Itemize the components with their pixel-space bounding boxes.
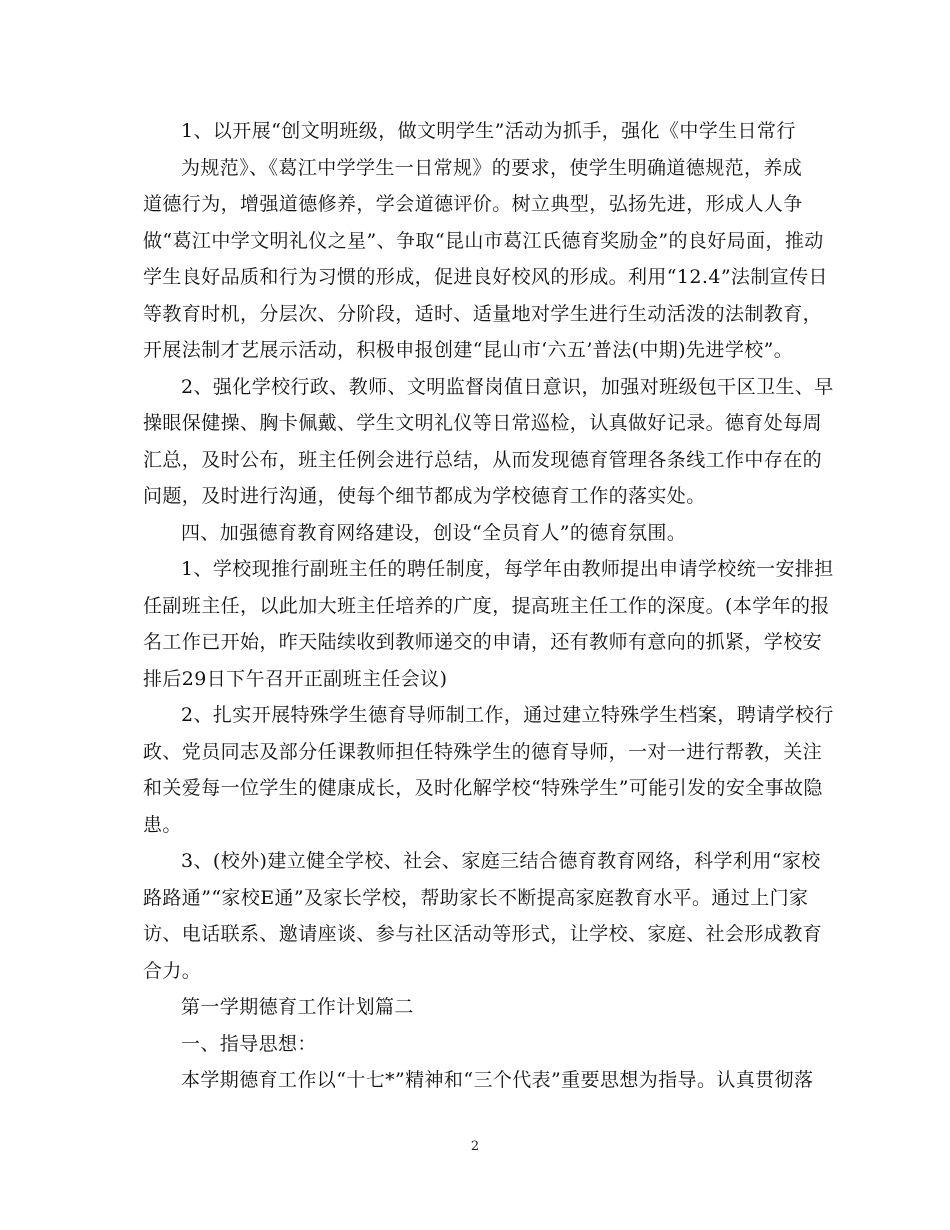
text-line: 1、学校现推行副班主任的聘任制度，每学年由教师提出申请学校统一安排担 (181, 558, 834, 580)
text-line: 汇总，及时公布，班主任例会进行总结，从而发现德育管理各条线工作中存在的 (143, 448, 823, 471)
text-line: 任副班主任，以此加大班主任培养的广度，提高班主任工作的深度。(本学年的报 (143, 594, 830, 617)
text-line: 道德行为，增强道德修养，学会道德评价。树立典型，弘扬先进，形成人人争 (143, 193, 803, 215)
text-line: 患。 (143, 813, 182, 836)
text-line: 做“葛江中学文明礼仪之星”、争取“昆山市葛江氏德育奖励金”的良好局面，推动 (143, 229, 824, 252)
text-line: 1、以开展“创文明班级，做文明学生”活动为抓手，强化《中学生日常行 (181, 120, 796, 142)
text-line: 名工作已开始，昨天陆续收到教师递交的申请，还有教师有意向的抓紧，学校安 (143, 631, 823, 653)
paragraph (143, 1062, 815, 1099)
text-line: 学生良好品质和行为习惯的形成，促进良好校风的形成。利用“12.4”法制宣传日 (143, 266, 828, 288)
text-line: 和关爱每一位学生的健康成长，及时化解学校“特殊学生”可能引发的安全事故隐 (143, 777, 823, 799)
text-line: 为规范》、《葛江中学学生一日常规》的要求，使学生明确道德规范，养成 (181, 156, 803, 179)
text-line: 第一学期德育工作计划篇二 (181, 996, 414, 1018)
text-line: 2、强化学校行政、教师、文明监督岗值日意识，加强对班级包干区卫生、早 (181, 375, 834, 398)
page-number: 2 (470, 1139, 480, 1154)
section-heading (143, 515, 815, 552)
text-line: 访、电话联系、邀请座谈、参与社区活动等形式，让学校、家庭、社会形成教育 (143, 923, 823, 945)
paragraph (143, 551, 834, 697)
document-body (143, 113, 834, 1099)
text-line: 政、党员同志及部分任课教师担任特殊学生的德育导师，一对一进行帮教，关注 (143, 740, 823, 763)
text-line: 四、加强德育教育网络建设，创设“全员育人”的德育氛围。 (181, 521, 687, 544)
text-line: 合力。 (143, 959, 202, 982)
section-heading (143, 1026, 815, 1063)
text-line: 一、指导思想： (181, 1032, 317, 1055)
paragraph (143, 369, 834, 515)
text-line: 排后29日下午召开正副班主任会议) (143, 667, 448, 690)
section-title (143, 989, 815, 1026)
text-line: 等教育时机，分层次、分阶段，适时、适量地对学生进行生动活泼的法制教育， (143, 302, 823, 325)
text-line: 开展法制才艺展示活动，积极申报创建“昆山市‘六五’普法(中期)先进学校”。 (143, 339, 794, 361)
text-line: 本学期德育工作以“十七*”精神和“三个代表”重要思想为指导。认真贯彻落 (181, 1069, 814, 1091)
text-line: 路路通”“家校E通”及家长学校，帮助家长不断提高家庭教育水平。通过上门家 (143, 886, 809, 909)
text-line: 2、扎实开展特殊学生德育导师制工作，通过建立特殊学生档案，聘请学校行 (181, 704, 834, 726)
text-line: 操眼保健操、胸卡佩戴、学生文明礼仪等日常巡检，认真做好记录。德育处每周 (143, 412, 823, 434)
text-line: 3、(校外)建立健全学校、社会、家庭三结合德育教育网络，科学利用“家校 (181, 850, 821, 872)
paragraph (143, 697, 834, 843)
text-line: 问题，及时进行沟通，使每个细节都成为学校德育工作的落实处。 (143, 485, 706, 507)
paragraph (143, 843, 823, 989)
paragraph (143, 113, 828, 369)
